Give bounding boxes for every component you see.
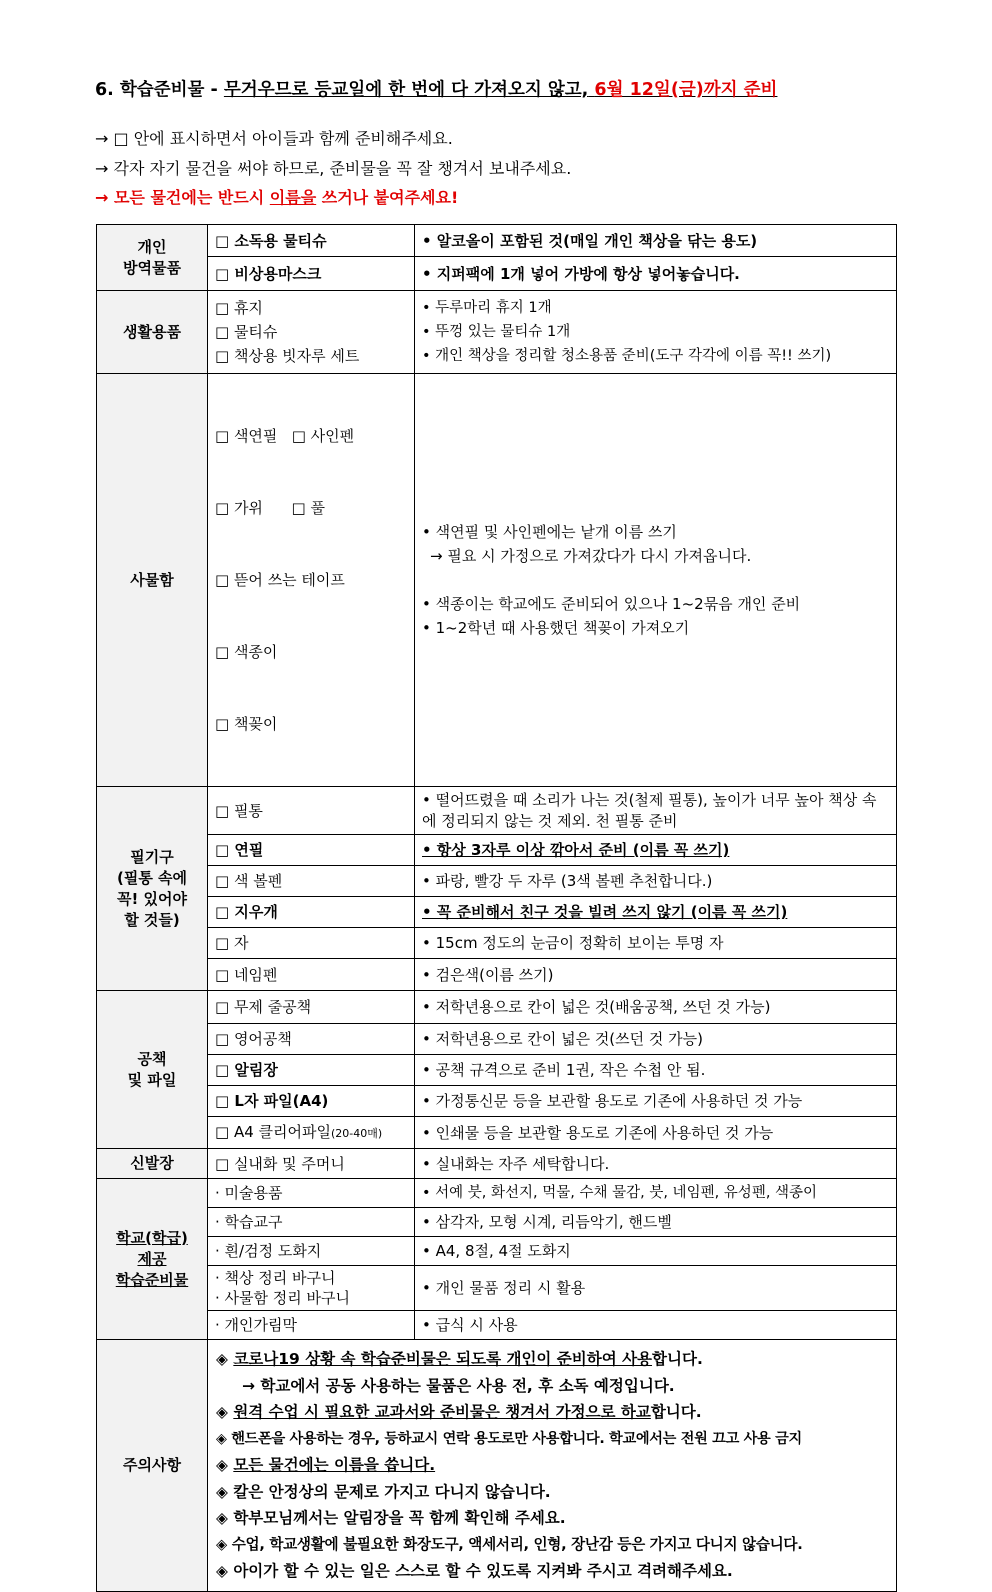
heading-desc-text: 무거우므로 등교일에 한 번에 다 가져오지 않고, — [223, 80, 589, 100]
descs-locker — [415, 374, 897, 787]
table-row — [97, 1266, 897, 1311]
item-indoor-shoes: □ 실내화 및 주머니 — [208, 1149, 415, 1179]
item-clear-file-count: (20-40매) — [330, 1126, 383, 1140]
category-school — [97, 1179, 208, 1340]
item-name-pen: □ 네임펜 — [208, 959, 415, 991]
desc-broom-set: • 개인 책상을 정리할 청소용품 준비(도구 각각에 이름 꼭!! 쓰기) — [422, 348, 832, 364]
desc-ruler: • 15cm 정도의 눈금이 정확히 보이는 투명 자 — [415, 928, 897, 959]
desc-name-each: • 색연필 및 사인펜에는 낱개 이름 쓰기 — [422, 523, 677, 541]
items-baskets — [208, 1266, 415, 1311]
table-row — [97, 374, 897, 787]
table-row — [97, 787, 897, 835]
desc-colored-paper: • 색종이는 학교에도 준비되어 있으나 1~2묶음 개인 준비 — [422, 595, 801, 613]
category-school-line2: 제공 — [137, 1249, 167, 1268]
desc-partition: • 급식 시 사용 — [415, 1311, 897, 1340]
desc-indoor-shoes: • 실내화는 자주 세탁합니다. — [415, 1149, 897, 1179]
item-wet-tissue: □ 물티슈 — [215, 323, 278, 341]
item-scissors-glue: □ 가위 □ 풀 — [215, 499, 325, 517]
caution-6-text: 학부모님께서는 알림장을 꼭 함께 확인해 주세요. — [233, 1509, 566, 1528]
diamond-bullet-icon: ◈ — [216, 1535, 227, 1553]
desc-learning-tools: • 삼각자, 모형 시계, 리듬악기, 핸드벨 — [415, 1208, 897, 1237]
item-drawing-paper: · 흰/검정 도화지 — [208, 1237, 415, 1266]
note-3 — [95, 185, 458, 208]
item-tissue: □ 휴지 — [215, 299, 263, 317]
item-locker-basket: · 사물함 정리 바구니 — [215, 1289, 350, 1307]
desc-eraser: • 꼭 준비해서 친구 것을 빌려 쓰지 않기 (이름 꼭 쓰기) — [415, 897, 897, 928]
category-cautions: 주의사항 — [97, 1340, 208, 1592]
caution-5-text: 칼은 안정상의 문제로 가지고 다니지 않습니다. — [233, 1482, 551, 1501]
table-row — [97, 1024, 897, 1055]
heading-dash: - — [210, 80, 218, 100]
table-row — [97, 866, 897, 897]
caution-3-text: 핸드폰을 사용하는 경우, 등하교시 연락 용도로만 사용합니다. 학교에서는 전원 끄고 사용 금지 — [231, 1430, 802, 1447]
desc-drawing-paper: • A4, 8절, 4절 도화지 — [415, 1237, 897, 1266]
category-living: 생활용품 — [97, 291, 208, 374]
desc-clear-file: • 인쇄물 등을 보관할 용도로 기존에 사용하던 것 가능 — [415, 1117, 897, 1149]
item-clear-file — [208, 1117, 415, 1149]
category-school-line1: 학교(학급) — [116, 1228, 188, 1247]
item-english-notebook: □ 영어공책 — [208, 1024, 415, 1055]
table-row — [97, 1117, 897, 1149]
item-bookend: □ 책꽂이 — [215, 715, 278, 733]
note-3-pre: → 모든 물건에는 반드시 — [95, 188, 270, 207]
caution-3 — [216, 1426, 888, 1453]
caution-6 — [216, 1505, 888, 1532]
desc-bookend: • 1~2학년 때 사용했던 책꽂이 가져오기 — [422, 619, 690, 637]
desc-ballpen: • 파랑, 빨강 두 자루 (3색 볼펜 추천합니다.) — [415, 866, 897, 897]
table-row — [97, 1237, 897, 1266]
desc-blank — [422, 568, 889, 592]
caution-2-post: 합니다. — [650, 1403, 702, 1422]
desc-l-file: • 가정통신문 등을 보관할 용도로 기존에 사용하던 것 가능 — [415, 1086, 897, 1117]
caution-4-text: 모든 물건에는 이름을 씁니다. — [233, 1456, 436, 1475]
caution-5 — [216, 1479, 888, 1506]
desc-name-pen: • 검은색(이름 쓰기) — [415, 959, 897, 991]
desc-pencil: • 항상 3자루 이상 깎아서 준비 (이름 꼭 쓰기) — [415, 835, 897, 866]
heading-title: 학습준비물 — [119, 80, 205, 100]
items-locker — [208, 374, 415, 787]
item-pencil-case: □ 필통 — [208, 787, 415, 835]
table-row — [97, 959, 897, 991]
note-2: → 각자 자기 물건을 써야 하므로, 준비물을 꼭 잘 챙겨서 보내주세요. — [95, 159, 572, 178]
desc-notice-book: • 공책 규격으로 준비 1권, 작은 수첩 안 됨. — [415, 1055, 897, 1086]
desc-art-supplies: • 서예 붓, 화선지, 먹물, 수채 물감, 붓, 네임펜, 유성펜, 색종이 — [415, 1179, 897, 1208]
item-mask: □ 비상용마스크 — [208, 257, 415, 291]
category-writing: 필기구 (필통 속에 꼭! 있어야 할 것들) — [97, 787, 208, 991]
caution-8 — [216, 1558, 888, 1585]
item-clear-file-label: □ A4 클리어파일 — [215, 1122, 331, 1141]
table-row — [97, 1340, 897, 1592]
desc-pencil-case: • 떨어뜨렸을 때 소리가 나는 것(철제 필통), 높이가 너무 높아 책상 속에 정리되지 않는 것 제외. 천 필통 준비 — [415, 787, 897, 835]
table-row — [97, 991, 897, 1024]
diamond-bullet-icon: ◈ — [216, 1350, 228, 1369]
diamond-bullet-icon: ◈ — [216, 1482, 228, 1501]
table-row — [97, 225, 897, 257]
category-notebooks: 공책 및 파일 — [97, 991, 208, 1149]
item-eraser: □ 지우개 — [208, 897, 415, 928]
item-broom-set: □ 책상용 빗자루 세트 — [215, 347, 360, 365]
diamond-bullet-icon: ◈ — [216, 1403, 228, 1422]
table-row — [97, 928, 897, 959]
desc-baskets: • 개인 물품 정리 시 활용 — [415, 1266, 897, 1311]
caution-1 — [216, 1346, 888, 1373]
heading-number: 6. — [95, 80, 114, 100]
category-locker: 사물함 — [97, 374, 208, 787]
item-ballpen: □ 색 볼펜 — [208, 866, 415, 897]
table-row — [97, 1311, 897, 1340]
note-3-underline: 이름을 — [269, 188, 317, 207]
cautions-list — [208, 1340, 897, 1592]
caution-1b: → 학교에서 공동 사용하는 물품은 사용 전, 후 소독 예정입니다. — [242, 1376, 675, 1395]
desc-wet-tissue: • 뚜껑 있는 물티슈 1개 — [422, 324, 571, 340]
diamond-bullet-icon: ◈ — [216, 1509, 228, 1528]
desc-plain-notebook: • 저학년용으로 칸이 넓은 것(배움공책, 쓰던 것 가능) — [415, 991, 897, 1024]
note-3-post: 쓰거나 붙여주세요! — [316, 188, 459, 207]
item-art-supplies: · 미술용품 — [208, 1179, 415, 1208]
table-row — [97, 835, 897, 866]
table-row — [97, 897, 897, 928]
table-row — [97, 257, 897, 291]
desc-tissue: • 두루마리 휴지 1개 — [422, 300, 552, 316]
diamond-bullet-icon: ◈ — [216, 1430, 227, 1447]
caution-4 — [216, 1452, 888, 1479]
item-colored-pencil-sign-pen: □ 색연필 □ 사인펜 — [215, 427, 355, 445]
item-ruler: □ 자 — [208, 928, 415, 959]
table-row — [97, 1086, 897, 1117]
desc-take-home: → 필요 시 가정으로 가져갔다가 다시 가져옵니다. — [430, 547, 752, 565]
section-heading — [95, 76, 777, 101]
note-1: → □ 안에 표시하면서 아이들과 함께 준비해주세요. — [95, 129, 453, 148]
heading-desc — [224, 80, 778, 100]
item-desk-basket: · 책상 정리 바구니 — [215, 1269, 336, 1287]
diamond-bullet-icon: ◈ — [216, 1456, 228, 1475]
item-learning-tools: · 학습교구 — [208, 1208, 415, 1237]
item-tape: □ 뜯어 쓰는 테이프 — [215, 571, 345, 589]
item-colored-paper: □ 색종이 — [215, 643, 278, 661]
caution-1-underline: 코로나19 상황 속 학습준비물은 되도록 개인이 준비하여 사용 — [233, 1350, 653, 1369]
desc-sanitizer-wipes: • 알코올이 포함된 것(매일 개인 책상을 닦는 용도) — [415, 225, 897, 257]
item-sanitizer-wipes: □ 소독용 물티슈 — [208, 225, 415, 257]
caution-7 — [216, 1532, 888, 1559]
heading-deadline: 6월 12일(금)까지 준비 — [594, 80, 778, 100]
table-row — [97, 1055, 897, 1086]
table-row — [97, 1179, 897, 1208]
caution-2 — [216, 1399, 888, 1426]
category-quarantine: 개인 방역물품 — [97, 225, 208, 291]
caution-7-text: 수업, 학교생활에 불필요한 화장도구, 액세서리, 인형, 장난감 등은 가지고 다니지 않습니다. — [231, 1535, 803, 1553]
item-pencil: □ 연필 — [208, 835, 415, 866]
table-row — [97, 1208, 897, 1237]
desc-english-notebook: • 저학년용으로 칸이 넓은 것(쓰던 것 가능) — [415, 1024, 897, 1055]
table-row — [97, 291, 897, 374]
supplies-table — [96, 224, 897, 1592]
item-partition: · 개인가림막 — [208, 1311, 415, 1340]
diamond-bullet-icon: ◈ — [216, 1562, 228, 1581]
caution-2-underline: 원격 수업 시 필요한 교과서와 준비물은 챙겨서 가정으로 하교 — [233, 1403, 651, 1422]
caution-8-text: 아이가 할 수 있는 일은 스스로 할 수 있도록 지켜봐 주시고 격려해주세요. — [233, 1562, 733, 1581]
category-school-line3: 학습준비물 — [115, 1270, 189, 1289]
caution-1-post: 합니다. — [652, 1350, 703, 1369]
items-living — [208, 291, 415, 374]
descs-living — [415, 291, 897, 374]
item-plain-notebook: □ 무제 줄공책 — [208, 991, 415, 1024]
category-shoes: 신발장 — [97, 1149, 208, 1179]
desc-mask: • 지퍼팩에 1개 넣어 가방에 항상 넣어놓습니다. — [415, 257, 897, 291]
item-l-file: □ L자 파일(A4) — [208, 1086, 415, 1117]
table-row — [97, 1149, 897, 1179]
item-notice-book: □ 알림장 — [208, 1055, 415, 1086]
